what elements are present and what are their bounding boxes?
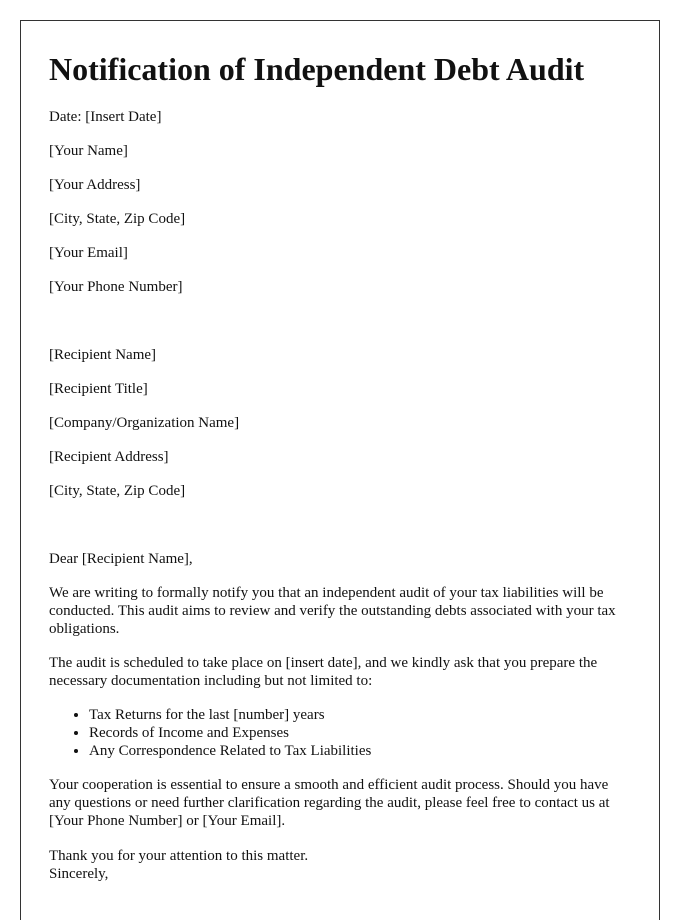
sender-date: Date: [Insert Date]: [49, 109, 162, 125]
letter-page: [20, 20, 660, 920]
documentation-list: [49, 706, 371, 760]
recipient-name: [Recipient Name]: [49, 347, 157, 363]
letter-title: Notification of Independent Debt Audit: [49, 51, 585, 87]
sender-city-state-zip: [City, State, Zip Code]: [49, 211, 186, 227]
body-paragraph-1: We are writing to formally notify you that an independent audit of your tax liabilities will be conducted. This audit aims to review and verify the outstanding debts associated with your tax obligations.: [49, 585, 616, 637]
list-item: • Tax Returns for the last [number] years: [89, 706, 371, 724]
salutation: Dear [Recipient Name],: [49, 551, 193, 567]
closing: Sincerely,: [49, 866, 109, 882]
body-paragraph-4: Thank you for your attention to this matter.: [49, 848, 309, 864]
body-paragraph-2: The audit is scheduled to take place on [insert date], and we kindly ask that you prepare the necessary documentation including but not limited to:: [49, 655, 598, 689]
sender-address: [Your Address]: [49, 177, 141, 193]
body-paragraph-3: Your cooperation is essential to ensure a smooth and efficient audit process. Should you have any questions or need further clarification regarding the audit, please feel free to contact us at [Your Phone Number] or [Your Email].: [49, 777, 610, 829]
sender-email: [Your Email]: [49, 245, 128, 261]
sender-phone: [Your Phone Number]: [49, 279, 183, 295]
recipient-address: [Recipient Address]: [49, 449, 169, 465]
recipient-company: [Company/Organization Name]: [49, 415, 240, 431]
list-item: • Records of Income and Expenses: [89, 724, 371, 742]
list-item: • Any Correspondence Related to Tax Liabilities: [89, 742, 371, 760]
recipient-title: [Recipient Title]: [49, 381, 148, 397]
sender-name: [Your Name]: [49, 143, 128, 159]
recipient-city-state-zip: [City, State, Zip Code]: [49, 483, 186, 499]
